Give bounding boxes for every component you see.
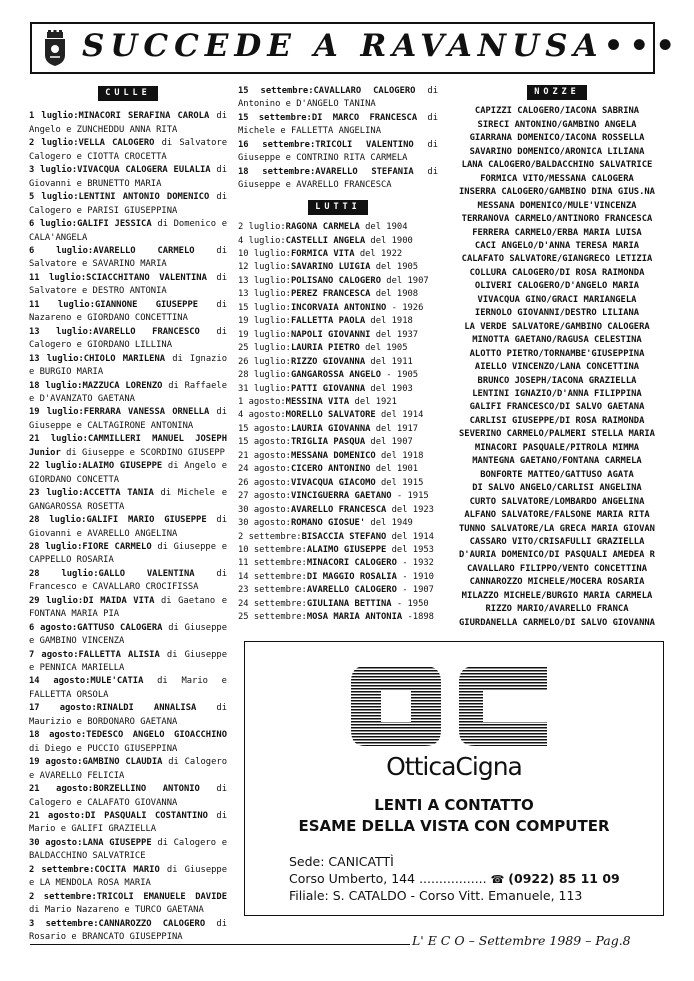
- death-entry-name: MESSINA VITA: [285, 396, 350, 407]
- death-entry-year: - 1915: [391, 491, 429, 502]
- culle-list: [29, 110, 227, 944]
- birth-entry-parents: di Michele e FALLETTA ANGELINA: [238, 112, 438, 137]
- birth-entry: [29, 460, 227, 487]
- marriage-entry: FORMICA VITO/MESSANA CALOGERA: [480, 173, 634, 184]
- masthead: [30, 22, 682, 74]
- death-entry-date: 24 agosto:: [238, 464, 291, 475]
- birth-entry-name: 5 luglio:LENTINI ANTONIO DOMENICO: [29, 192, 210, 203]
- death-entry-year: - 1950: [391, 598, 429, 609]
- death-entry-year: - 1910: [396, 571, 434, 582]
- death-entry-name: ROMANO GIOSUE': [290, 518, 366, 529]
- death-entry-name: NAPOLI GIOVANNI: [290, 329, 371, 340]
- birth-entry-name: 15 settembre:DI MARCO FRANCESCA: [238, 112, 418, 123]
- marriage-entry: MINACORI PASQUALE/PITROLA MIMMA: [474, 442, 640, 453]
- birth-entry-parents: di Domenico e CALA'ANGELA: [29, 219, 227, 243]
- birth-entry-name: 18 agosto:TEDESCO ANGELO GIOACCHINO: [29, 730, 227, 741]
- marriage-entry: TUNNO SALVATORE/LA GRECA MARIA GIOVAN: [459, 523, 655, 534]
- death-entry-year: del 1915: [375, 477, 424, 488]
- birth-entry: [29, 164, 227, 191]
- birth-entry: [29, 433, 227, 460]
- birth-entry-parents: di Giovanni e AVARELLO ANGELINA: [29, 515, 227, 539]
- death-entry-year: - 1932: [396, 558, 434, 569]
- death-entry-date: 31 luglio:: [238, 383, 291, 394]
- death-entry-year: del 1914: [375, 410, 424, 421]
- birth-entry-name: 2 settembre:TRICOLI EMANUELE DAVIDE: [29, 891, 227, 902]
- death-entry: [238, 315, 438, 328]
- death-entry-date: 15 agosto:: [238, 437, 291, 448]
- birth-entry-parents: di Rosario e BRANCATO GIUSEPPINA: [29, 918, 228, 943]
- death-entry-name: MINACORI CALOGERO: [306, 558, 397, 569]
- marriage-entry: GIURDANELLA CARMELO/DI SALVO GIOVANNA: [459, 617, 655, 628]
- death-entry-year: del 1905: [370, 262, 419, 273]
- marriage-entry: SEVERINO CARMELO/PALMERI STELLA MARIA: [459, 429, 655, 440]
- birth-entry-name: 6 luglio:AVARELLO CARMELO: [29, 245, 195, 256]
- death-entry: [238, 409, 438, 422]
- birth-entry: [29, 864, 227, 891]
- birth-entry-name: 28 luglio:FIORE CARMELO: [29, 541, 152, 552]
- death-entry: [238, 463, 438, 476]
- birth-entry-name: 13 luglio:AVARELLO FRANCESCO: [29, 326, 200, 337]
- culle-column: [29, 86, 227, 945]
- death-entry-year: - 1907: [396, 585, 434, 596]
- death-entry-name: CASTELLI ANGELA: [285, 235, 366, 246]
- marriage-entry: CASSARO VITO/CRISAFULLI GRAZIELLA: [469, 536, 645, 547]
- birth-entry: [29, 729, 227, 756]
- birth-entry-name: 21 agosto:BORZELLINO ANTONIO: [29, 784, 200, 795]
- death-entry-date: 15 agosto:: [238, 423, 291, 434]
- death-entry-year: del 1918: [375, 450, 424, 461]
- marriage-entry: CAPIZZI CALOGERO/IACONA SABRINA: [474, 106, 640, 117]
- death-entry-year: del 1917: [370, 423, 419, 434]
- lutti-heading: LUTTI: [308, 200, 368, 215]
- marriage-entry: CALAFATO SALVATORE/GIANGRECO LETIZIA: [461, 254, 653, 265]
- marriage-entry: GIARRANA DOMENICO/IACONA ROSSELLA: [469, 133, 645, 144]
- birth-entry-parents: di Calogero e BALDACCHINO SALVATRICE: [29, 837, 227, 862]
- death-entry-name: POLISANO CALOGERO: [290, 275, 382, 286]
- birth-entry-parents: di Michele e GANGAROSSA ROSETTA: [29, 488, 227, 512]
- marriage-entry: CURTO SALVATORE/LOMBARDO ANGELINA: [469, 496, 645, 507]
- death-entry: [238, 275, 438, 288]
- birth-entry-parents: di Salvatore Calogero e CIOTTA CROCETTA: [29, 138, 227, 162]
- death-entry-date: 12 luglio:: [238, 262, 291, 273]
- death-entry-year: del 1903: [365, 383, 413, 394]
- ottica-cigna-logo-icon: [351, 658, 561, 754]
- death-entry: [238, 450, 438, 463]
- birth-entry-name: 19 luglio:FERRARA VANESSA ORNELLA: [29, 407, 210, 418]
- death-entry-year: del 1904: [359, 222, 408, 233]
- marriage-entry: DI SALVO ANGELO/CARLISI ANGELINA: [472, 483, 642, 494]
- death-entry-name: GANGAROSSA ANGELO: [290, 370, 382, 381]
- marriage-entry: BRUNCO JOSEPH/IACONA GRAZIELLA: [477, 375, 637, 386]
- nozze-heading: NOZZE: [527, 85, 587, 100]
- birth-entry-name: 7 agosto:FALLETTA ALISIA: [29, 649, 160, 660]
- death-entry-date: 4 agosto:: [238, 410, 286, 421]
- birth-entry: [238, 166, 438, 193]
- death-entry-name: AVARELLO FRANCESCA: [290, 504, 387, 515]
- marriage-entry: SIRECI ANTONINO/GAMBINO ANGELA: [477, 119, 637, 130]
- birth-entry-parents: di Calogero e AVARELLO FELICIA: [29, 757, 227, 781]
- birth-entry: [29, 568, 227, 595]
- marriage-entry: CANNAROZZO MICHELE/MOCERA ROSARIA: [469, 577, 645, 588]
- culle-continued-list: [238, 85, 438, 193]
- marriage-entry: MILAZZO MICHELE/BURGIO MARIA CARMELA: [461, 590, 653, 601]
- death-entry-year: del 1937: [370, 329, 419, 340]
- death-entry-date: 4 luglio:: [238, 235, 286, 246]
- birth-entry-parents: di Giuseppe e PENNICA MARIELLA: [29, 649, 227, 674]
- marriage-entry: LENTINI IGNAZIO/D'ANNA FILIPPINA: [472, 388, 642, 399]
- death-entry-name: TRIGLIA PASQUA: [290, 437, 366, 448]
- birth-entry-parents: di Mario e FALLETTA ORSOLA: [29, 676, 227, 700]
- death-entry-year: del 1905: [359, 343, 408, 354]
- death-entry-name: PEREZ FRANCESCA: [290, 289, 371, 300]
- birth-entry-parents: di Calogero e PARISI GIUSEPPINA: [29, 192, 228, 216]
- death-entry-name: LAURIA PIETRO: [290, 343, 360, 354]
- death-entry: [238, 396, 438, 409]
- ad-phone: (0922) 85 11 09: [508, 871, 620, 886]
- marriage-entry: GALIFI FRANCESCO/DI SALVO GAETANA: [469, 402, 645, 413]
- death-entry-date: 28 luglio:: [238, 370, 291, 381]
- birth-entry-name: 6 luglio:GALIFI JESSICA: [29, 219, 152, 230]
- death-entry: [238, 383, 438, 396]
- death-entry-date: 30 agosto:: [238, 518, 291, 529]
- death-entry-year: del 1914: [386, 531, 434, 542]
- birth-entry-name: 15 settembre:CAVALLARO CALOGERO: [238, 86, 416, 96]
- marriage-entry: VIVACQUA GINO/GRACI MARIANGELA: [477, 294, 637, 305]
- birth-entry: [29, 191, 227, 218]
- death-entry-name: FALLETTA PAOLA: [290, 316, 366, 327]
- death-entry-name: CICERO ANTONINO: [290, 464, 371, 475]
- marriage-entry: RIZZO MARIO/AVARELLO FRANCA: [485, 604, 629, 615]
- birth-entry-parents: di Salvatore e DESTRO ANTONIA: [29, 272, 228, 297]
- birth-entry-parents: di Maurizio e BORDONARO GAETANA: [29, 703, 228, 727]
- birth-entry-parents: di Diego e PUCCIO GIUSEPPINA: [29, 743, 178, 754]
- birth-entry-parents: di Nazareno e GIORDANO CONCETTINA: [29, 299, 228, 324]
- birth-entry-parents: di Raffaele e D'AVANZATO GAETANA: [29, 380, 227, 404]
- birth-entry-parents: di Giuseppe e CAPPELLO ROSARIA: [29, 541, 227, 566]
- death-entry: [238, 598, 438, 611]
- birth-entry-name: 16 settembre:TRICOLI VALENTINO: [238, 139, 414, 150]
- death-entry-year: del 1918: [365, 316, 413, 327]
- birth-entry-name: 18 luglio:MAZZUCA LORENZO: [29, 380, 163, 391]
- birth-entry-name: 11 luglio:SCIACCHITANO VALENTINA: [29, 272, 207, 283]
- birth-entry-parents: di Antonino e D'ANGELO TANINA: [238, 86, 438, 110]
- birth-entry: [29, 891, 227, 918]
- death-entry-date: 13 luglio:: [238, 289, 291, 300]
- birth-entry-parents: di Francesco e CAVALLARO CROCIFISSA: [29, 568, 228, 593]
- death-entry: [238, 261, 438, 274]
- birth-entry-name: 13 luglio:CHIOLO MARILENA: [29, 353, 166, 364]
- birth-entry: [238, 85, 438, 112]
- death-entry-year: - 1926: [386, 302, 424, 313]
- lutti-column: [238, 85, 438, 625]
- death-entry-date: 2 luglio:: [238, 222, 286, 233]
- logo-text: OtticaCigna: [386, 752, 522, 781]
- death-entry-date: 25 settembre:: [238, 612, 307, 623]
- ad-corso: Corso Umberto, 144 .................: [289, 871, 487, 886]
- marriage-entry: D'AURIA DOMENICO/DI PASQUALI AMEDEA R: [459, 550, 655, 561]
- birth-entry: [29, 541, 227, 568]
- birth-entry: [29, 837, 227, 864]
- birth-entry: [29, 137, 227, 164]
- death-entry-date: 11 settembre:: [238, 558, 307, 569]
- birth-entry-name: 14 agosto:MULE'CATIA: [29, 676, 144, 687]
- birth-entry: [29, 272, 227, 299]
- birth-entry: [29, 299, 227, 326]
- birth-entry-name: 2 luglio:VELLA CALOGERO: [29, 138, 155, 149]
- death-entry-year: del 1922: [354, 248, 403, 259]
- death-entry-date: 23 settembre:: [238, 585, 307, 596]
- birth-entry-parents: di Giuseppe e GAMBINO VINCENZA: [29, 622, 227, 647]
- nozze-column: [446, 85, 668, 630]
- birth-entry-name: 23 luglio:ACCETTA TANIA: [29, 488, 154, 499]
- marriage-entry: FERRERA CARMELO/ERBA MARIA LUISA: [472, 227, 642, 238]
- marriage-entry: SAVARINO DOMENICO/ARONICA LILIANA: [469, 146, 645, 157]
- marriage-entry: MANTEGNA GAETANO/FONTANA CARMELA: [472, 456, 642, 467]
- birth-entry-parents: di Giuseppe e AVARELLO FRANCESCA: [238, 166, 438, 191]
- death-entry-date: 2 settembre:: [238, 531, 302, 542]
- death-entry-year: -1898: [402, 612, 434, 623]
- marriage-entry: CACI ANGELO/D'ANNA TERESA MARIA: [474, 240, 640, 251]
- birth-entry: [29, 702, 227, 729]
- death-entry: [238, 611, 438, 624]
- birth-entry: [29, 110, 227, 137]
- death-entry-date: 10 settembre:: [238, 544, 307, 555]
- birth-entry-name: 17 agosto:RINALDI ANNALISA: [29, 703, 197, 714]
- nozze-list: [446, 105, 668, 630]
- death-entry-date: 24 settembre:: [238, 598, 307, 609]
- death-entry-year: - 1905: [381, 370, 419, 381]
- death-entry-name: BISACCIA STEFANO: [301, 531, 387, 542]
- birth-entry: [29, 326, 227, 353]
- birth-entry-parents: di Calogero e CALAFATO GIOVANNA: [29, 784, 228, 808]
- death-entry-name: VIVACQUA GIACOMO: [290, 477, 376, 488]
- ottica-cigna-advertisement: [244, 641, 664, 916]
- birth-entry: [238, 112, 438, 139]
- death-entry-date: 25 luglio:: [238, 343, 291, 354]
- birth-entry: [29, 756, 227, 783]
- marriage-entry: CAVALLARO FILIPPO/VENTO CONCETTINA: [466, 563, 648, 574]
- lutti-list: [238, 221, 438, 625]
- marriage-entry: LA VERDE SALVATORE/GAMBINO CALOGERA: [464, 321, 650, 332]
- ad-line-contact-lenses: LENTI A CONTATTO: [374, 796, 534, 814]
- death-entry-name: SAVARINO LUIGIA: [290, 262, 371, 273]
- death-entry: [238, 248, 438, 261]
- marriage-entry: ALFANO SALVATORE/FALSONE MARIA RITA: [464, 510, 650, 521]
- death-entry-year: del 1901: [370, 464, 419, 475]
- death-entry-date: 30 agosto:: [238, 504, 291, 515]
- marriage-entry: MESSANA DOMENICO/MULE'VINCENZA: [477, 200, 637, 211]
- footer-rule: [30, 944, 410, 945]
- birth-entry: [29, 595, 227, 622]
- birth-entry-name: 21 luglio:CAMMILLERI MANUEL JOSEPH Junior: [29, 434, 227, 458]
- birth-entry-name: 1 luglio:MINACORI SERAFINA CAROLA: [29, 111, 210, 122]
- death-entry-year: del 1908: [370, 289, 419, 300]
- birth-entry: [29, 783, 227, 810]
- death-entry: [238, 584, 438, 597]
- birth-entry-name: 29 luglio:DI MAIDA VITA: [29, 595, 155, 606]
- birth-entry-name: 2 settembre:COCITA MARIO: [29, 864, 160, 875]
- birth-entry: [29, 810, 227, 837]
- ad-sede: Sede: CANICATTÌ: [289, 854, 394, 869]
- death-entry: [238, 221, 438, 234]
- birth-entry: [29, 918, 227, 945]
- death-entry-name: PATTI GIOVANNA: [290, 383, 366, 394]
- death-entry-year: del 1953: [386, 544, 434, 555]
- birth-entry-parents: di Salvatore e SAVARINO MARIA: [29, 245, 228, 270]
- marriage-entry: AIELLO VINCENZO/LANA CONCETTINA: [474, 362, 640, 373]
- birth-entry: [29, 487, 227, 514]
- death-entry-name: MESSANA DOMENICO: [290, 450, 376, 461]
- death-entry-name: LAURIA GIOVANNA: [290, 423, 371, 434]
- birth-entry: [29, 245, 227, 272]
- ad-filiale: Filiale: S. CATALDO - Corso Vitt. Emanuele, 113: [289, 888, 583, 903]
- birth-entry: [29, 353, 227, 380]
- death-entry-year: del 1907: [365, 437, 413, 448]
- death-entry: [238, 369, 438, 382]
- birth-entry: [238, 139, 438, 166]
- death-entry-year: del 1921: [349, 396, 397, 407]
- town-crest-icon: [42, 29, 68, 67]
- birth-entry-name: 18 settembre:AVARELLO STEFANIA: [238, 166, 414, 177]
- marriage-entry: CARLISI GIUSEPPE/DI ROSA RAIMONDA: [469, 415, 645, 426]
- marriage-entry: IERNOLO GIOVANNI/DESTRO LILIANA: [474, 308, 640, 319]
- phone-icon: ☎: [490, 873, 505, 886]
- birth-entry: [29, 649, 227, 676]
- birth-entry-parents: di Mario e GALIFI GRAZIELLA: [29, 811, 227, 835]
- death-entry-date: 26 luglio:: [238, 356, 291, 367]
- death-entry-name: RAGONA CARMELA: [285, 222, 360, 233]
- birth-entry-name: 21 agosto:DI PASQUALI COSTANTINO: [29, 811, 208, 822]
- death-entry-year: del 1923: [386, 504, 434, 515]
- marriage-entry: OLIVERI CALOGERO/D'ANGELO MARIA: [474, 281, 640, 292]
- birth-entry-parents: di Giuseppe e SCORDINO GIUSEPP: [60, 447, 225, 458]
- birth-entry-parents: di Giuseppe e CONTRINO RITA CARMELA: [238, 139, 438, 164]
- death-entry-name: GIULIANA BETTINA: [306, 598, 392, 609]
- birth-entry: [29, 675, 227, 702]
- death-entry: [238, 531, 438, 544]
- birth-entry-parents: di Calogero e GIORDANO LILLINA: [29, 326, 228, 351]
- page-footer: L' E C O – Settembre 1989 – Pag.8: [412, 933, 631, 948]
- death-entry-name: DI MAGGIO ROSALIA: [306, 571, 397, 582]
- birth-entry-name: 11 luglio:GIANNONE GIUSEPPE: [29, 299, 199, 310]
- birth-entry-parents: di Giuseppe e LA MENDOLA ROSA MARIA: [29, 864, 227, 889]
- death-entry: [238, 436, 438, 449]
- death-entry: [238, 557, 438, 570]
- death-entry: [238, 477, 438, 490]
- birth-entry-parents: di Angelo e GIORDANO CONCETTA: [29, 461, 227, 485]
- birth-entry-name: 3 settembre:CANNAROZZO CALOGERO: [29, 918, 206, 929]
- death-entry-date: 14 settembre:: [238, 571, 307, 582]
- birth-entry-parents: di Giuseppe e CALTAGIRONE ANTONINA: [29, 407, 228, 431]
- death-entry: [238, 235, 438, 248]
- marriage-entry: INSERRA CALOGERO/GAMBINO DINA GIUS.NA: [459, 187, 655, 198]
- birth-entry-name: 28 luglio:GALIFI MARIO GIUSEPPE: [29, 515, 207, 526]
- marriage-entry: TERRANOVA CARMELO/ANTINORO FRANCESCA: [461, 214, 653, 225]
- death-entry-date: 19 luglio:: [238, 316, 291, 327]
- death-entry-name: VINCIGUERRA GAETANO: [290, 491, 392, 502]
- death-entry-name: MOSA MARIA ANTONIA: [306, 612, 403, 623]
- birth-entry-parents: di Mario Nazareno e TURCO GAETANA: [29, 905, 204, 916]
- death-entry-year: del 1949: [365, 518, 413, 529]
- death-entry: [238, 544, 438, 557]
- death-entry-date: 26 agosto:: [238, 477, 291, 488]
- death-entry-name: ALAIMO GIUSEPPE: [306, 544, 387, 555]
- ad-line-eye-exam: ESAME DELLA VISTA CON COMPUTER: [298, 817, 610, 835]
- birth-entry: [29, 622, 227, 649]
- birth-entry-parents: di Ignazio e BURGIO MARIA: [29, 353, 228, 378]
- birth-entry: [29, 514, 227, 541]
- death-entry: [238, 302, 438, 315]
- death-entry-date: 27 agosto:: [238, 491, 291, 502]
- birth-entry-parents: di Giovanni e BRUNETTO MARIA: [29, 165, 227, 189]
- birth-entry-name: 19 agosto:GAMBINO CLAUDIA: [29, 757, 163, 768]
- death-entry-year: del 1911: [365, 356, 413, 367]
- death-entry-name: MORELLO SALVATORE: [285, 410, 376, 421]
- death-entry: [238, 490, 438, 503]
- marriage-entry: COLLURA CALOGERO/DI ROSA RAIMONDA: [469, 267, 645, 278]
- death-entry-date: 10 luglio:: [238, 248, 291, 259]
- death-entry-date: 21 agosto:: [238, 450, 291, 461]
- birth-entry-name: 30 agosto:LANA GIUSEPPE: [29, 837, 152, 848]
- birth-entry: [29, 218, 227, 245]
- birth-entry-parents: di Gaetano e FONTANA MARIA PIA: [29, 595, 227, 620]
- culle-heading: CULLE: [98, 86, 158, 101]
- marriage-entry: BONFORTE MATTEO/GATTUSO AGATA: [480, 469, 634, 480]
- marriage-entry: ALOTTO PIETRO/TORNAMBE'GIUSEPPINA: [469, 348, 645, 359]
- death-entry-date: 15 luglio:: [238, 302, 291, 313]
- birth-entry-name: 6 agosto:GATTUSO CALOGERA: [29, 622, 163, 633]
- death-entry-year: del 1907: [381, 275, 429, 286]
- death-entry-year: del 1900: [365, 235, 413, 246]
- death-entry-name: FORMICA VITA: [290, 248, 355, 259]
- ad-address-row: [289, 871, 620, 886]
- death-entry: [238, 571, 438, 584]
- death-entry: [238, 288, 438, 301]
- death-entry-name: INCORVAIA ANTONINO: [290, 302, 387, 313]
- page-title: SUCCEDE A RAVANUSA•••: [82, 28, 682, 64]
- death-entry-date: 19 luglio:: [238, 329, 291, 340]
- death-entry: [238, 423, 438, 436]
- birth-entry-parents: di Angelo e ZUNCHEDDU ANNA RITA: [29, 111, 228, 135]
- birth-entry-name: 3 luglio:VIVACQUA CALOGERA EULALIA: [29, 165, 211, 176]
- birth-entry: [29, 380, 227, 407]
- birth-entry-name: 28 luglio:GALLO VALENTINA: [29, 568, 195, 579]
- birth-entry: [29, 406, 227, 433]
- death-entry: [238, 356, 438, 369]
- death-entry-date: 1 agosto:: [238, 396, 286, 407]
- marriage-entry: MINOTTA GAETANO/RAGUSA CELESTINA: [472, 335, 642, 346]
- marriage-entry: LANA CALOGERO/BALDACCHINO SALVATRICE: [461, 160, 653, 171]
- death-entry-name: RIZZO GIOVANNA: [290, 356, 366, 367]
- death-entry-date: 13 luglio:: [238, 275, 291, 286]
- death-entry-name: AVARELLO CALOGERO: [306, 585, 397, 596]
- death-entry: [238, 504, 438, 517]
- death-entry: [238, 342, 438, 355]
- birth-entry-name: 22 luglio:ALAIMO GIUSEPPE: [29, 461, 163, 472]
- death-entry: [238, 329, 438, 342]
- death-entry: [238, 517, 438, 530]
